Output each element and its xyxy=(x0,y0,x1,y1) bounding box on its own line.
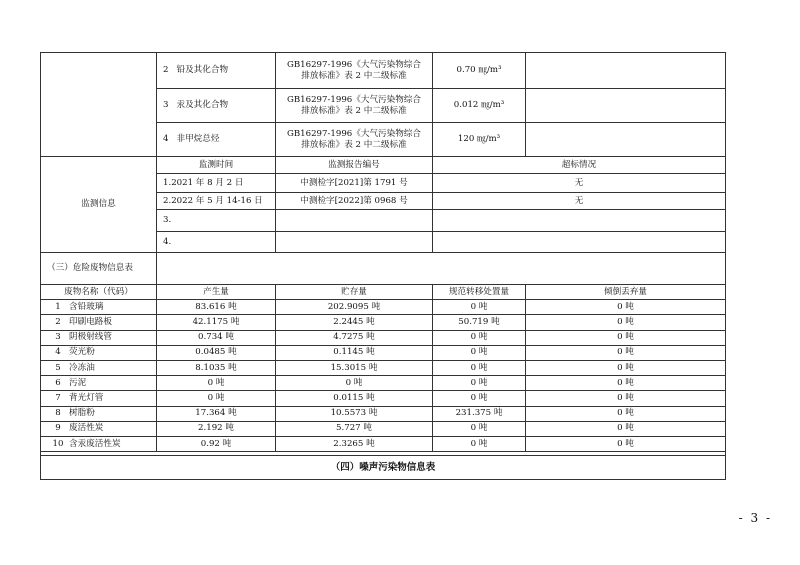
waste-dumped: 0 吨 xyxy=(525,314,726,330)
monitoring-header-time: 监测时间 xyxy=(156,156,276,174)
waste-produced: 17.364 吨 xyxy=(156,406,276,422)
waste-no: 6 xyxy=(55,377,61,388)
monitoring-label: 监测信息 xyxy=(40,156,157,253)
waste-produced: 8.1035 吨 xyxy=(156,360,276,376)
waste-transferred: 0 吨 xyxy=(432,375,526,391)
waste-name: 含铅玻璃 xyxy=(69,301,104,312)
waste-stored: 0 吨 xyxy=(275,375,433,391)
waste-transferred: 50.719 吨 xyxy=(432,314,526,330)
waste-no: 10 xyxy=(52,438,64,449)
monitoring-report xyxy=(275,231,433,253)
hazardous-header: 倾倒丢弃量 xyxy=(525,284,726,300)
pollutant-name-cell xyxy=(156,122,276,157)
waste-dumped: 0 吨 xyxy=(525,360,726,376)
standard-line: GB16297-1996《大气污染物综合 xyxy=(286,59,422,70)
waste-transferred: 0 吨 xyxy=(432,360,526,376)
waste-name: 荧光粉 xyxy=(69,347,95,358)
pollutant-limit: 120 ㎎/m³ xyxy=(432,122,526,157)
hazardous-header: 贮存量 xyxy=(275,284,433,300)
waste-transferred: 0 吨 xyxy=(432,330,526,346)
monitoring-report: 中测检字[2022]第 0968 号 xyxy=(275,192,433,210)
waste-name: 冷冻油 xyxy=(69,362,95,373)
waste-produced: 42.1175 吨 xyxy=(156,314,276,330)
waste-transferred: 0 吨 xyxy=(432,390,526,406)
hazardous-name-cell xyxy=(40,436,157,452)
waste-dumped: 0 吨 xyxy=(525,436,726,452)
waste-stored: 10.5573 吨 xyxy=(275,406,433,422)
hazardous-name-cell xyxy=(40,421,157,437)
waste-name: 污泥 xyxy=(69,377,87,388)
hazardous-name-cell xyxy=(40,345,157,361)
standard-line: GB16297-1996《大气污染物综合 xyxy=(286,94,422,105)
waste-stored: 0.0115 吨 xyxy=(275,390,433,406)
waste-stored: 0.1145 吨 xyxy=(275,345,433,361)
monitoring-exceed: 无 xyxy=(432,173,726,193)
waste-produced: 0 吨 xyxy=(156,375,276,391)
hazardous-header: 产生量 xyxy=(156,284,276,300)
waste-transferred: 0 吨 xyxy=(432,345,526,361)
waste-produced: 0.92 吨 xyxy=(156,436,276,452)
hazardous-name-cell xyxy=(40,390,157,406)
waste-produced: 0.734 吨 xyxy=(156,330,276,346)
hazardous-title-blank xyxy=(156,252,726,285)
pollutant-name: 非甲烷总烃 xyxy=(176,134,220,144)
waste-produced: 83.616 吨 xyxy=(156,299,276,315)
pollutant-name: 铅及其化合物 xyxy=(176,65,229,75)
pollutant-extra xyxy=(525,52,726,89)
waste-name: 树脂粉 xyxy=(69,408,95,419)
waste-no: 9 xyxy=(55,423,61,434)
standard-line: GB16297-1996《大气污染物综合 xyxy=(286,128,422,139)
pollutant-no: 3 xyxy=(163,100,169,110)
hazardous-title: （三）危险废物信息表 xyxy=(40,252,157,285)
monitoring-exceed xyxy=(432,231,726,253)
waste-name: 背光灯管 xyxy=(69,392,104,403)
waste-name: 含汞废活性炭 xyxy=(69,438,121,449)
standard-cell xyxy=(275,88,433,123)
waste-no: 1 xyxy=(55,301,61,312)
monitoring-time: 3. xyxy=(156,209,276,232)
monitoring-report xyxy=(275,209,433,232)
waste-name: 阴极射线管 xyxy=(69,332,112,343)
waste-no: 2 xyxy=(55,316,61,327)
pollutant-name-cell xyxy=(156,52,276,89)
pollutant-limit: 0.012 ㎎/m³ xyxy=(432,88,526,123)
hazardous-name-cell xyxy=(40,314,157,330)
waste-name: 印刷电路板 xyxy=(69,316,112,327)
waste-stored: 2.2445 吨 xyxy=(275,314,433,330)
pollutant-name-cell xyxy=(156,88,276,123)
monitoring-time: 2.2022 年 5 月 14-16 日 xyxy=(156,192,276,210)
standard-cell xyxy=(275,122,433,157)
monitoring-exceed xyxy=(432,209,726,232)
waste-dumped: 0 吨 xyxy=(525,299,726,315)
waste-dumped: 0 吨 xyxy=(525,330,726,346)
waste-dumped: 0 吨 xyxy=(525,406,726,422)
waste-dumped: 0 吨 xyxy=(525,375,726,391)
waste-no: 5 xyxy=(55,362,61,373)
hazardous-name-cell xyxy=(40,330,157,346)
pollutant-extra xyxy=(525,88,726,123)
noise-title: （四）噪声污染物信息表 xyxy=(40,455,726,480)
waste-dumped: 0 吨 xyxy=(525,390,726,406)
standard-line: 排放标准》表 2 中二级标准 xyxy=(301,105,407,116)
hazardous-header: 规范转移处置量 xyxy=(432,284,526,300)
waste-no: 4 xyxy=(55,347,61,358)
hazardous-name-cell xyxy=(40,406,157,422)
pollutant-name: 汞及其化合物 xyxy=(176,100,229,110)
pollutant-extra xyxy=(525,122,726,157)
monitoring-header-exceed: 超标情况 xyxy=(432,156,726,174)
waste-stored: 4.7275 吨 xyxy=(275,330,433,346)
waste-stored: 2.3265 吨 xyxy=(275,436,433,452)
waste-no: 7 xyxy=(55,392,61,403)
waste-stored: 5.727 吨 xyxy=(275,421,433,437)
pollutant-group-label xyxy=(40,52,157,157)
hazardous-name-cell xyxy=(40,360,157,376)
waste-stored: 15.3015 吨 xyxy=(275,360,433,376)
waste-transferred: 0 吨 xyxy=(432,436,526,452)
standard-line: 排放标准》表 2 中二级标准 xyxy=(301,139,407,150)
waste-transferred: 0 吨 xyxy=(432,421,526,437)
waste-dumped: 0 吨 xyxy=(525,421,726,437)
pollutant-no: 2 xyxy=(163,65,169,75)
monitoring-time: 4. xyxy=(156,231,276,253)
waste-stored: 202.9095 吨 xyxy=(275,299,433,315)
monitoring-exceed: 无 xyxy=(432,192,726,210)
waste-transferred: 0 吨 xyxy=(432,299,526,315)
waste-produced: 0.0485 吨 xyxy=(156,345,276,361)
hazardous-header: 废物名称（代码） xyxy=(40,284,157,300)
pollutant-no: 4 xyxy=(163,134,169,144)
monitoring-report: 中测检字[2021]第 1791 号 xyxy=(275,173,433,193)
waste-dumped: 0 吨 xyxy=(525,345,726,361)
standard-line: 排放标准》表 2 中二级标准 xyxy=(301,70,407,81)
waste-no: 8 xyxy=(55,408,61,419)
monitoring-header-report: 监测报告编号 xyxy=(275,156,433,174)
pollutant-limit: 0.70 ㎎/m³ xyxy=(432,52,526,89)
hazardous-name-cell xyxy=(40,375,157,391)
monitoring-time: 1.2021 年 8 月 2 日 xyxy=(156,173,276,193)
waste-transferred: 231.375 吨 xyxy=(432,406,526,422)
waste-no: 3 xyxy=(55,332,61,343)
hazardous-name-cell xyxy=(40,299,157,315)
waste-name: 废活性炭 xyxy=(69,423,104,434)
page-number: - 3 - xyxy=(738,511,772,525)
standard-cell xyxy=(275,52,433,89)
waste-produced: 2.192 吨 xyxy=(156,421,276,437)
waste-produced: 0 吨 xyxy=(156,390,276,406)
